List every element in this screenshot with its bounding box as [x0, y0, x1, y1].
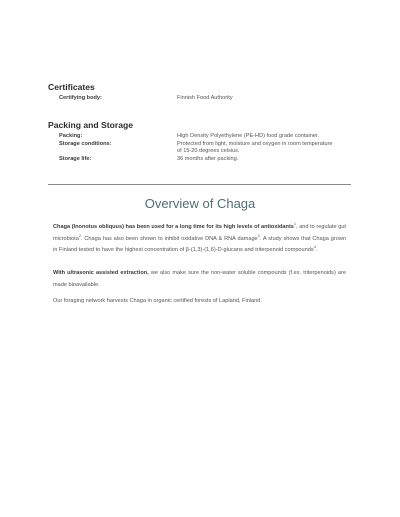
- overview-paragraph-3: [53, 296, 346, 308]
- spec-label: Storage conditions:: [59, 140, 112, 147]
- spec-value: High Density Polyethylene (PE-HD) food grade container.: [177, 133, 320, 139]
- p1-text: .: [315, 247, 318, 254]
- spec-value: Protected from light, moisture and oxygen in room temperature of 15-20 degrees celsius.: [177, 140, 333, 155]
- certificates-section: [48, 82, 358, 103]
- overview-paragraph-1: [53, 222, 346, 257]
- packing-title: Packing and Storage: [48, 120, 134, 130]
- p1-text: , and to regulate gut microbiota: [53, 224, 346, 242]
- p3-text: Our foraging network harvests Chaga in organic certified forests of Lapland, Finland.: [53, 298, 262, 304]
- footnote-ref: 3: [257, 233, 260, 238]
- spec-row: [48, 133, 358, 141]
- spec-label: Certifying body:: [59, 95, 102, 101]
- overview-title: Overview of Chaga: [144, 196, 256, 211]
- spec-row: [48, 95, 358, 103]
- p2-bold: With ultrasonic assisted extraction,: [53, 270, 149, 276]
- packing-section: [48, 120, 358, 163]
- spec-label: Packing:: [59, 133, 83, 139]
- spec-value: 36 months after packing.: [177, 155, 239, 162]
- certificates-title: Certificates: [48, 82, 95, 92]
- p2-text: we also make sure the non-water soluble compounds (f.ex. triterpenoids) are made bioavailable.: [53, 270, 347, 288]
- p1-text: . A study shows that Chaga grown in Finland tested to have the highest concentration of β-(1,3)-(1,6)-D-glucans and triterpenoid compounds: [53, 235, 346, 254]
- spec-row: [48, 156, 358, 164]
- footnote-ref: 2: [78, 233, 81, 238]
- footnote-ref: 4: [313, 245, 316, 250]
- overview-paragraph-2: [53, 268, 346, 291]
- spec-value: Finnish Food Authority: [177, 95, 233, 101]
- section-divider: [48, 184, 351, 185]
- p1-bold: Chaga (Inonotus obliquus) has been used for a long time for its high levels of antioxidants: [53, 224, 294, 230]
- footnote-ref: 1: [293, 222, 297, 227]
- spec-row: [48, 141, 358, 156]
- p1-text: . Chaga has also been shown to inhibit oxidative DNA & RNA damage: [80, 235, 258, 242]
- spec-label: Storage life:: [59, 155, 92, 162]
